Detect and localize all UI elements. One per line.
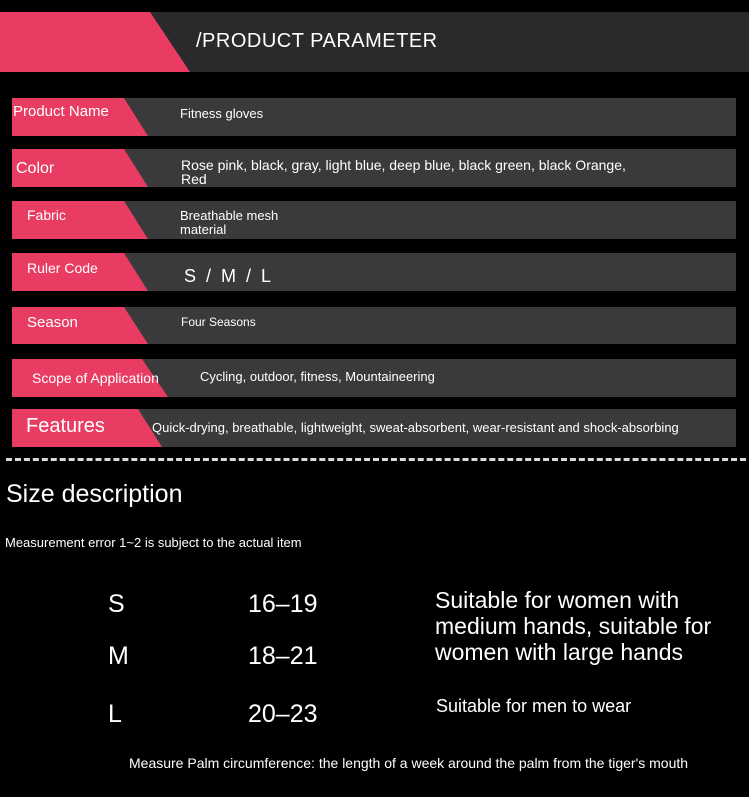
param-label: Fabric [27, 207, 66, 223]
param-value: material [180, 222, 227, 237]
param-value: Fitness gloves [180, 106, 264, 121]
param-row-color [12, 149, 736, 187]
palm-measure-note: Measure Palm circumference: the length of a week around the palm from the tiger's mouth [129, 755, 689, 771]
param-row-ruler-code [12, 253, 736, 291]
size-letter-l: L [108, 700, 122, 728]
param-label: Features [26, 415, 105, 437]
param-value: Red [181, 171, 207, 187]
dashed-divider [6, 458, 746, 461]
param-value: Four Seasons [181, 315, 256, 329]
param-row-features [12, 409, 736, 447]
size-desc-men: Suitable for men to wear [436, 696, 632, 716]
page-title: /PRODUCT PARAMETER [196, 30, 438, 52]
param-value: Rose pink, black, gray, light blue, deep blue, black green, black Orange, [181, 157, 626, 173]
param-row-product-name [12, 98, 736, 136]
size-range-l: 20–23 [248, 700, 318, 728]
measurement-note: Measurement error 1~2 is subject to the actual item [5, 535, 302, 550]
param-row-season [12, 307, 736, 344]
param-label: Season [27, 314, 78, 331]
size-letter-m: M [108, 642, 129, 670]
param-value: Cycling, outdoor, fitness, Mountaineering [200, 369, 435, 384]
size-range-s: 16–19 [248, 590, 318, 618]
size-section-title: Size description [6, 480, 183, 508]
param-value: Quick-drying, breathable, lightweight, sweat-absorbent, wear-resistant and shock-absorbing [152, 420, 679, 435]
param-label: Color [16, 160, 55, 177]
param-value: S / M / L [184, 266, 272, 286]
size-range-m: 18–21 [248, 642, 318, 670]
param-value: Breathable mesh [180, 208, 279, 223]
param-row-fabric [12, 201, 736, 239]
param-label: Ruler Code [27, 260, 98, 276]
param-label: Scope of Application [32, 370, 159, 386]
param-row-scope [12, 359, 736, 397]
size-letter-s: S [108, 590, 125, 618]
param-label: Product Name [13, 103, 109, 120]
size-desc-women: Suitable for women with medium hands, suitable for women with large hands [435, 587, 712, 665]
